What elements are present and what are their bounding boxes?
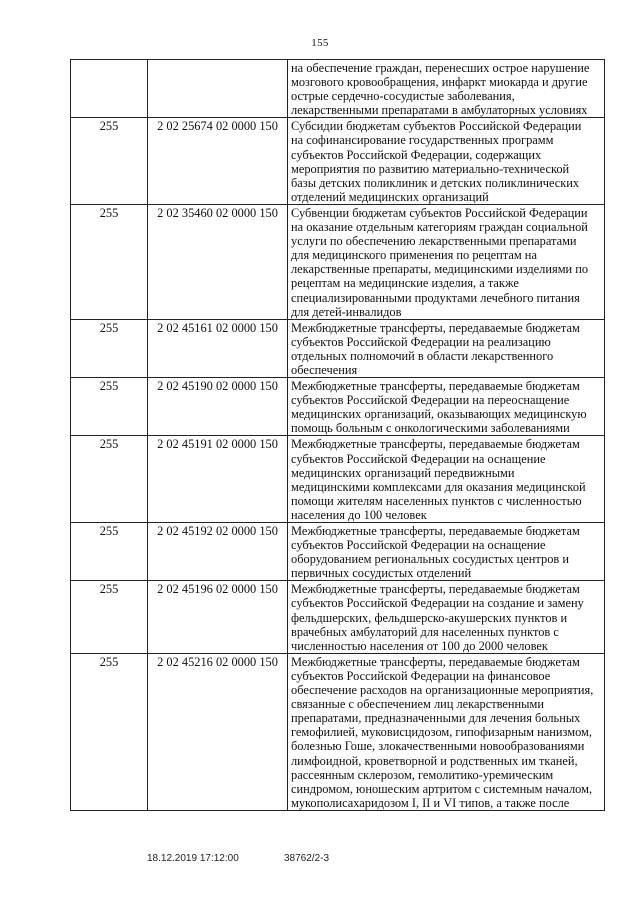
- description-line: численностью населения от 100 до 2000 человек: [291, 638, 548, 653]
- description-line: лекарственные препараты, медицинскими изделиями по: [291, 262, 589, 277]
- description-line: рецептам на медицинские изделия, а также: [291, 276, 519, 291]
- description-line: мероприятия по развитию материально-технической: [291, 161, 570, 176]
- description-line: медицинскими комплексами для оказания медицинской: [291, 479, 586, 494]
- description-line: на оказание отдельным категориям граждан социальной: [291, 220, 588, 235]
- description-line: специализированными продуктами лечебного питания: [291, 290, 580, 305]
- admin-code-cell: 255: [71, 118, 148, 205]
- description-line: субъектов Российской Федерации на оснащение: [291, 451, 546, 466]
- budget-classification-code-cell: 2 02 35460 02 0000 150: [148, 204, 288, 319]
- revenue-description-cell: [288, 436, 605, 523]
- description-line: гемофилией, муковисцидозом, гипофизарным нанизмом,: [291, 725, 592, 740]
- description-line: Межбюджетные трансферты, передаваемые бюджетам: [291, 379, 580, 394]
- description-line: Субсидии бюджетам субъектов Российской Федерации: [291, 119, 582, 134]
- revenue-description-cell: [288, 60, 605, 118]
- description-line: оборудованием региональных сосудистых центров и: [291, 552, 569, 567]
- description-line: медицинских организаций, оказывающих медицинскую: [291, 407, 587, 422]
- budget-revenue-table: [70, 59, 605, 811]
- description-line: отделений медицинских организаций: [291, 189, 489, 204]
- page-number: 155: [311, 37, 329, 49]
- admin-code-cell: 255: [71, 378, 148, 436]
- description-line: рассеянным склерозом, гемолитико-уремическим: [291, 767, 554, 782]
- description-line: Межбюджетные трансферты, передаваемые бюджетам: [291, 654, 580, 669]
- revenue-description-cell: [288, 319, 605, 377]
- description-line: Субвенции бюджетам субъектов Российской Федерации: [291, 205, 588, 220]
- description-line: острые сердечно-сосудистые заболевания,: [291, 89, 515, 104]
- revenue-description-cell: [288, 653, 605, 810]
- table-row: [71, 60, 605, 118]
- budget-classification-code-cell: 2 02 25674 02 0000 150: [148, 118, 288, 205]
- footer-document-id: 38762/2-3: [284, 853, 330, 864]
- admin-code-cell: 255: [71, 436, 148, 523]
- description-line: населения до 100 человек: [291, 507, 427, 522]
- description-line: для детей-инвалидов: [291, 304, 402, 319]
- description-line: на софинансирование государственных программ: [291, 133, 554, 148]
- description-line: препаратами, предназначенными для лечения больных: [291, 711, 581, 726]
- description-line: Межбюджетные трансферты, передаваемые бюджетам: [291, 524, 580, 538]
- description-line: обеспечения: [291, 362, 358, 377]
- table-body: [71, 60, 605, 811]
- admin-code-cell: 255: [71, 581, 148, 653]
- description-line: Межбюджетные трансферты, передаваемые бюджетам: [291, 582, 580, 597]
- budget-classification-code-cell: 2 02 45191 02 0000 150: [148, 436, 288, 523]
- table-row: [71, 653, 605, 810]
- description-line: Межбюджетные трансферты, передаваемые бюджетам: [291, 437, 580, 452]
- table-row: [71, 581, 605, 653]
- description-line: болезнью Гоше, злокачественными новообразованиями: [291, 739, 585, 754]
- table-row: [71, 523, 605, 581]
- table-row: [71, 436, 605, 523]
- description-line: лимфоидной, кроветворной и родственных им тканей,: [291, 753, 578, 768]
- budget-classification-code-cell: [148, 60, 288, 118]
- description-line: для медицинского применения по рецептам на: [291, 248, 537, 263]
- revenue-description-cell: [288, 581, 605, 653]
- revenue-description-cell: [288, 523, 605, 581]
- budget-classification-code-cell: 2 02 45192 02 0000 150: [148, 523, 288, 581]
- description-line: отдельных полномочий в области лекарственного: [291, 348, 554, 363]
- budget-classification-code-cell: 2 02 45161 02 0000 150: [148, 319, 288, 377]
- budget-classification-code-cell: 2 02 45196 02 0000 150: [148, 581, 288, 653]
- description-line: мозгового кровообращения, инфаркт миокарда и другие: [291, 75, 588, 90]
- description-line: помощи жителям населенных пунктов с численностью: [291, 493, 582, 508]
- description-line: врачебных амбулаторий для населенных пунктов с: [291, 624, 559, 639]
- admin-code-cell: 255: [71, 523, 148, 581]
- description-line: субъектов Российской Федерации на оснащение: [291, 538, 546, 553]
- description-line: связанные с обеспечением лиц лекарственными: [291, 697, 544, 712]
- description-line: мукополисахаридозом I, II и VI типов, а также после: [291, 795, 570, 810]
- description-line: на обеспечение граждан, перенесших острое нарушение: [291, 61, 590, 75]
- admin-code-cell: 255: [71, 653, 148, 810]
- revenue-description-cell: [288, 118, 605, 205]
- description-line: помощь больным с онкологическими заболеваниями: [291, 421, 570, 436]
- description-line: субъектов Российской Федерации на переоснащение: [291, 393, 570, 408]
- revenue-description-cell: [288, 204, 605, 319]
- table-row: [71, 118, 605, 205]
- description-line: фельдшерских, фельдшерско-акушерских пунктов и: [291, 610, 568, 625]
- budget-classification-code-cell: 2 02 45216 02 0000 150: [148, 653, 288, 810]
- description-line: субъектов Российской Федерации на создание и замену: [291, 596, 584, 611]
- description-line: обеспечение расходов на организационные мероприятия,: [291, 683, 594, 698]
- admin-code-cell: 255: [71, 204, 148, 319]
- description-line: субъектов Российской Федерации на финансовое: [291, 668, 551, 683]
- description-line: первичных сосудистых отделений: [291, 566, 472, 581]
- description-line: субъектов Российской Федерации на реализацию: [291, 334, 551, 349]
- description-line: лекарственными препаратами в амбулаторных условиях: [291, 103, 588, 118]
- description-line: субъектов Российской Федерации, содержащих: [291, 147, 542, 162]
- table-row: [71, 319, 605, 377]
- description-line: Межбюджетные трансферты, передаваемые бюджетам: [291, 320, 580, 335]
- description-line: базы детских поликлиник и детских поликлинических: [291, 175, 580, 190]
- budget-classification-code-cell: 2 02 45190 02 0000 150: [148, 378, 288, 436]
- admin-code-cell: [71, 60, 148, 118]
- revenue-description-cell: [288, 378, 605, 436]
- description-line: медицинских организаций передвижными: [291, 465, 515, 480]
- description-line: синдромом, юношеским артритом с системным началом,: [291, 781, 593, 796]
- admin-code-cell: 255: [71, 319, 148, 377]
- table-row: [71, 204, 605, 319]
- table-row: [71, 378, 605, 436]
- footer-timestamp: 18.12.2019 17:12:00: [147, 853, 239, 864]
- description-line: услуги по обеспечению лекарственными препаратами: [291, 234, 577, 249]
